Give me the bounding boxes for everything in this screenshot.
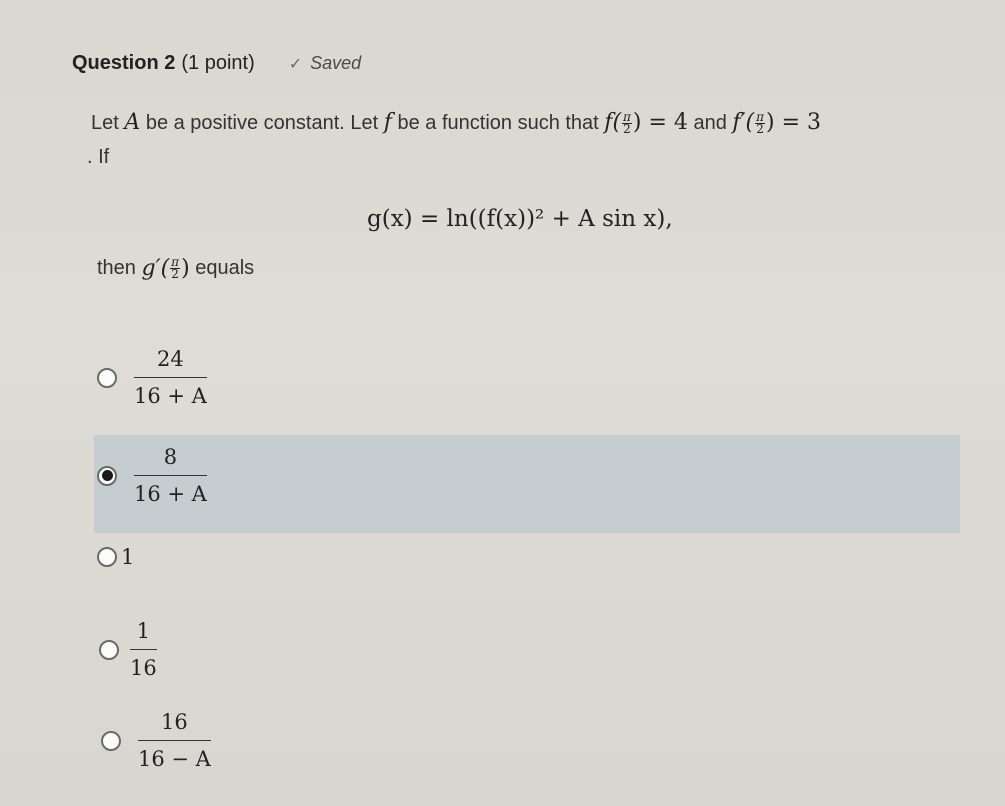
checkmark-icon: ✓ xyxy=(288,55,303,73)
pi-over-2-fraction: $\frac{\pi}{2}$ xyxy=(756,109,765,136)
radio-button-selected[interactable] xyxy=(97,466,117,486)
answer-option-1[interactable] xyxy=(97,347,207,408)
stem-prefix: Let xyxy=(91,112,119,134)
stem-var-f: f xyxy=(383,110,392,135)
condition-2: f′( $\frac{\pi}{2}$ ) = 3 xyxy=(732,109,822,136)
question-title: Question 2 xyxy=(72,52,176,74)
option-fraction: $\frac{8}{16 + A}$ xyxy=(134,445,207,506)
answer-option-2[interactable] xyxy=(97,445,207,506)
stem-var-A: A xyxy=(124,110,141,135)
pi-over-2-fraction: $\frac{\pi}{2}$ xyxy=(171,255,180,281)
g-definition: g(x) = ln((f(x))² + A sin x), xyxy=(367,206,673,232)
option-value: 1 xyxy=(121,545,135,569)
option-fraction: $\frac{24}{16 + A}$ xyxy=(134,347,207,408)
answer-option-3[interactable] xyxy=(97,545,134,569)
question-points: (1 point) xyxy=(181,52,255,74)
stem-mid2: be a function such that xyxy=(397,112,599,134)
radio-button[interactable] xyxy=(101,731,121,751)
radio-button[interactable] xyxy=(97,547,117,567)
selected-option-highlight xyxy=(94,435,960,533)
radio-button[interactable] xyxy=(97,368,117,388)
if-text: . If xyxy=(87,146,110,168)
then-text: then g′( $\frac{\pi}{2}$ ) equals xyxy=(97,255,255,281)
and-word: and xyxy=(693,112,727,134)
condition-1: f( $\frac{\pi}{2}$ ) = 4 xyxy=(604,109,688,136)
radio-button[interactable] xyxy=(99,640,119,660)
answer-option-5[interactable] xyxy=(101,710,211,771)
question-stem xyxy=(87,109,822,168)
pi-over-2-fraction: $\frac{\pi}{2}$ xyxy=(623,109,631,136)
saved-label: Saved xyxy=(310,53,362,73)
option-fraction: $\frac{1}{16}$ xyxy=(130,619,157,680)
saved-status xyxy=(289,53,361,74)
option-fraction: $\frac{16}{16 - A}$ xyxy=(138,710,211,771)
stem-mid: be a positive constant. Let xyxy=(145,112,379,134)
answer-option-4[interactable] xyxy=(99,619,157,680)
question-header xyxy=(72,52,361,75)
